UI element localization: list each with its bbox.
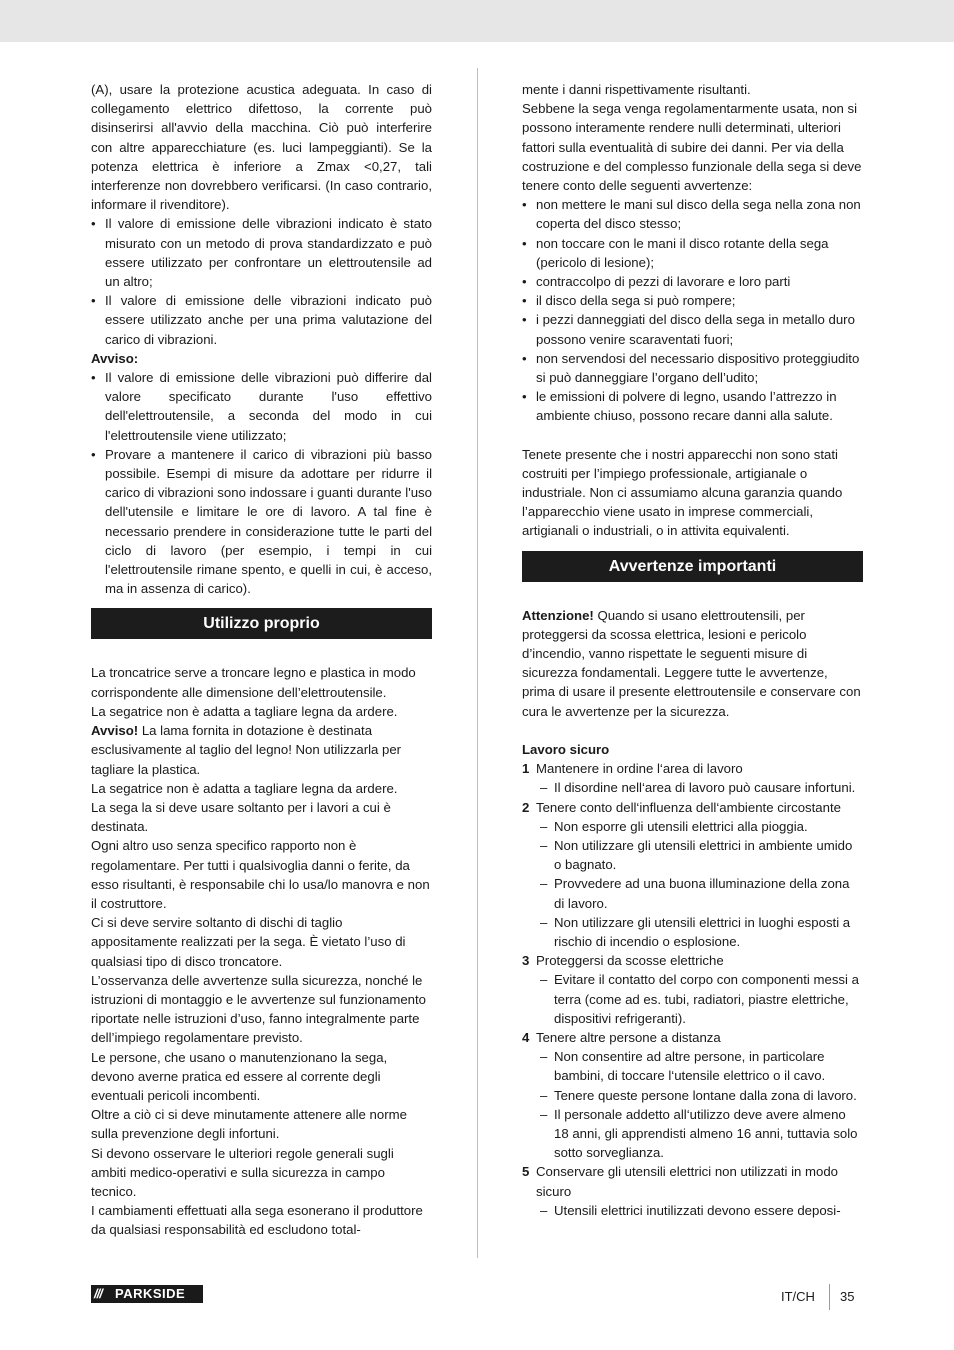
paragraph: Sebbene la sega venga regolamentarmente usata, non si possono interamente rendere nulli determinati, ulteriori fattori sulla eventualità di subire dei danni. Per via della costruzione e del complesso funzionale della sega si deve tenere conto delle seguenti avvertenze: (522, 101, 862, 194)
list-item: • Il valore di emissione delle vibrazioni può differire dal valore specificato durante l'uso effettivo dell'elettroutensile, a seconda del modo in cui l'elettroutensile viene utilizzato; (91, 370, 432, 443)
dash-marker: – (540, 780, 548, 796)
dash-marker: – (540, 876, 548, 892)
language-code: IT/CH (781, 1289, 815, 1304)
dash-item: – Non utilizzare gli utensili elettrici in luoghi esposti a rischio di incendio o esplosione. (540, 914, 851, 949)
warning-label: Attenzione! (522, 607, 594, 623)
warning-label: Avviso! (91, 723, 139, 739)
avviso-label: Avviso: (91, 350, 139, 366)
list-item: • i pezzi danneggiati del disco della sega in metallo duro possono venire scaraventati fuori; (522, 312, 855, 347)
list-item: • Il valore di emissione delle vibrazioni indicato può essere utilizzato anche per una prima valutazione del carico di vibrazioni. (91, 293, 432, 347)
paragraph: Oltre a ciò ci si deve minutamente attenere alle norme sulla prevenzione degli infortuni. (91, 1107, 407, 1142)
dash-item: – Non esporre gli utensili elettrici alla pioggia. (522, 817, 863, 836)
bullet-marker: • (522, 197, 527, 213)
bullet-marker: • (522, 293, 527, 309)
paragraph: Ogni altro uso senza specifico rapporto non è regolamentare. Per tutti i qualsivoglia danni o ferite, da esso risultanti, è responsabile chi lo usa/lo manovra e non il costruttore. (91, 838, 430, 911)
dash-marker: – (540, 914, 548, 930)
bullet-marker: • (522, 350, 527, 366)
numbered-item: 5 Conservare gli utensili elettrici non utilizzati in modo sicuro (522, 1164, 838, 1199)
numbered-item: 4 Tenere altre persone a distanza (522, 1029, 721, 1045)
intro-paragraph: (A), usare la protezione acustica adeguata. In caso di collegamento elettrico difettoso, la corrente può disinserirsi all'avvio della macchina. Ciò può interferire con altre apparecchiature (es. luci lampeggianti). Se la potenza elettrica è inferiore a Zmax <0,27, tali interferenze non dovrebbero verificarsi. (In caso contrario, informare il rivenditore). (91, 82, 432, 213)
list-item: • il disco della sega si può rompere; (522, 291, 863, 310)
bullet-marker: • (91, 216, 96, 232)
paragraph: L’osservanza delle avvertenze sulla sicurezza, nonché le istruzioni di montaggio e le avvertenze sul funzionamento riportate nelle istruzioni d’uso, fanno integralmente parte dell’impiego regolamentare previsto. (91, 972, 427, 1046)
dash-item: – Evitare il contatto del corpo con componenti messi a terra (come ad es. tubi, radiatori, piastre elettriche, dispositivi refrigeranti). (540, 972, 859, 1026)
bullet-marker: • (91, 293, 96, 309)
bullet-marker: • (522, 235, 527, 251)
paragraph: La segatrice non è adatta a tagliare legna da ardere. (91, 780, 398, 796)
spacer (522, 426, 863, 445)
right-column (522, 80, 863, 1220)
paragraph: Avviso! La lama fornita in dotazione è destinata esclusivamente al taglio del legno! Non utilizzarla per tagliare la plastica. (91, 723, 402, 777)
paragraph: La troncatrice serve a troncare legno e plastica in modo corrispondente alle dimensione dell’elettroutensile. (91, 665, 416, 700)
paragraph: Tenete presente che i nostri apparecchi non sono stati costruiti per l’impiego professionale, artigianale o industriale. Non ci assumiamo alcuna garanzia quando l’apparecchio viene usato in imprese commerciali, artigianali o industriali, o in attivita equivalenti. (522, 446, 843, 539)
numbered-item: 1 Mantenere in ordine l‘area di lavoro (522, 761, 743, 777)
dash-item: – Il disordine nell‘area di lavoro può causare infortuni. (522, 778, 863, 797)
dash-marker: – (540, 1049, 548, 1065)
paragraph: La segatrice non è adatta a tagliare legna da ardere. (91, 703, 398, 719)
dash-marker: – (540, 1106, 548, 1122)
bullet-marker: • (522, 312, 527, 328)
dash-item: – Tenere queste persone lontane dalla zona di lavoro. (522, 1086, 863, 1105)
bullet-marker: • (522, 389, 527, 405)
bullet-marker: • (522, 274, 527, 290)
left-column (91, 80, 432, 1240)
dash-marker: – (540, 1202, 548, 1218)
list-item: • le emissioni di polvere di legno, usando l’attrezzo in ambiente chiuso, possono recare danni alla salute. (522, 389, 837, 424)
list-item: • non servendosi del necessario dispositivo proteggiudito si può danneggiare l’organo dell’udito; (522, 350, 860, 386)
list-item: • contraccolpo di pezzi di lavorare e loro parti (522, 272, 863, 291)
paragraph: Si devono osservare le ulteriori regole generali sugli ambiti medico-operativi e sulla sicurezza in campo tecnico. (91, 1145, 394, 1199)
paragraph: Le persone, che usano o manutenzionano la sega, devono averne pratica ed essere al corrente degli eventuali pericoli incombenti. (91, 1049, 388, 1103)
list-item: • Il valore di emissione delle vibrazioni indicato è stato misurato con un metodo di prova standardizzato e può essere utilizzato per confrontare un elettroutensile ad un altro; (91, 216, 432, 290)
bullet-marker: • (91, 446, 96, 462)
dash-marker: – (540, 1087, 548, 1103)
numbered-item: 3 Proteggersi da scosse elettriche (522, 953, 724, 969)
top-bar (0, 0, 954, 42)
subheading-lavoro-sicuro: Lavoro sicuro (522, 741, 610, 757)
dash-item: – Non consentire ad altre persone, in particolare bambini, di toccare l‘utensile elettrico o il cavo. (540, 1049, 826, 1084)
spacer (522, 721, 863, 740)
numbered-item: 2 Tenere conto dell‘influenza dell‘ambiente circostante (522, 799, 841, 815)
dash-marker: – (540, 972, 548, 988)
dash-marker: – (540, 837, 548, 853)
page-number: 35 (840, 1289, 855, 1304)
paragraph: Ci si deve servire soltanto di dischi di taglio appositamente realizzati per la sega. È vietato l’uso di qualsiasi tipo di disco troncatore. (91, 915, 406, 969)
paragraph: mente i danni rispettivamente risultanti. (522, 82, 751, 97)
list-item: • non mettere le mani sul disco della sega nella zona non coperta del disco stesso; (522, 197, 861, 232)
column-divider (477, 68, 478, 1258)
dash-item: – Utensili elettrici inutilizzati devono essere deposi- (522, 1201, 863, 1220)
parkside-logo (91, 1285, 203, 1303)
logo-text: PARKSIDE (115, 1286, 186, 1301)
dash-marker: – (540, 818, 548, 834)
footer-divider (829, 1284, 830, 1310)
list-item: • non toccare con le mani il disco rotante della sega (pericolo di lesione); (522, 235, 829, 270)
section-heading-avvertenze-importanti: Avvertenze importanti (522, 551, 863, 582)
paragraph: Attenzione! Quando si usano elettroutensili, per proteggersi da scossa elettrica, lesioni e pericolo d’incendio, vanno rispettate le seguenti misure di sicurezza fondamentali. Leggere tutte le avvertenze, prima di usare il presente elettroutensile e conservare con cura le avvertenze per la sicurezza. (522, 607, 861, 719)
bullet-marker: • (91, 370, 96, 386)
paragraph: La sega la si deve usare soltanto per i lavori a cui è destinata. (91, 799, 391, 835)
dash-item: – Il personale addetto all‘utilizzo deve avere almeno 18 anni, gli apprendisti almeno 16 anni, tuttavia solo sotto sorveglianza. (540, 1106, 858, 1161)
section-heading-utilizzo-proprio: Utilizzo proprio (91, 608, 432, 639)
list-item: • Provare a mantenere il carico di vibrazioni più basso possibile. Esempi di misure da adottare per ridurre il carico di vibrazioni sono indossare i guanti durante l'uso dell'utensile e limitare le ore di lavoro. A tal fine è necessario prendere in considerazione tutte le parti del ciclo di lavoro (per esempio, i tempi in cui l'elettroutensile rimane spento, e quelli in cui, è acceso, ma in assenza di carico). (91, 446, 432, 597)
paragraph: I cambiamenti effettuati alla sega esonerano il produttore da qualsiasi responsabilità ed escludono total- (91, 1203, 423, 1238)
dash-item: – Provvedere ad una buona illuminazione della zona di lavoro. (540, 876, 850, 911)
dash-item: – Non utilizzare gli utensili elettrici in ambiente umido o bagnato. (540, 837, 853, 873)
logo-stripes-icon: /// (94, 1286, 102, 1301)
